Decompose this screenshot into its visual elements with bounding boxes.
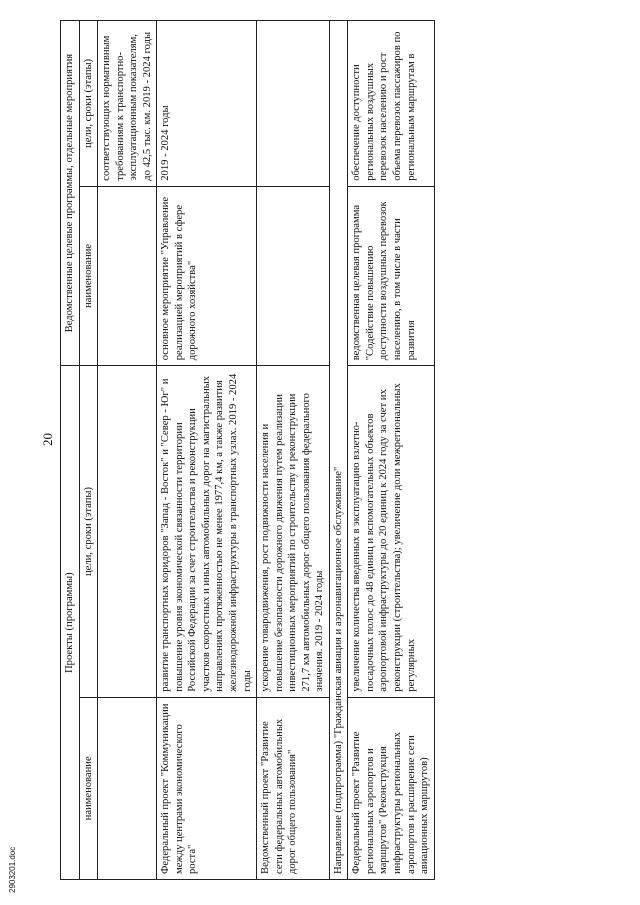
- program-name-cell: ведомственная целевая программа "Содействие повышению доступности воздушных перевозок населению, в том числе в части развития: [348, 186, 434, 366]
- project-name-cell: Федеральный проект "Развитие региональных аэропортов и маршрутов" (Реконструкция инфраструктуры региональных аэропортов и расширение сети авиационных маршрутов): [348, 697, 434, 879]
- page-number: 20: [40, 433, 55, 446]
- program-goals-cell: [257, 21, 330, 187]
- program-name-cell: основное мероприятие "Управление реализацией мероприятий в сфере дорожного хозяйства": [157, 186, 257, 366]
- programs-table: [60, 20, 435, 880]
- section-row: [329, 21, 348, 880]
- header-programs: Ведомственные целевые программы, отдельные мероприятия: [61, 21, 80, 366]
- header-row-top: [61, 21, 80, 880]
- header-goals-2: цели, сроки (этапы): [79, 21, 98, 187]
- table-row: [157, 21, 257, 880]
- program-name-cell: [257, 186, 330, 366]
- table-row: [348, 21, 434, 880]
- project-name-cell: Федеральный проект "Коммуникации между центрами экономического роста": [157, 697, 257, 879]
- program-goals-cell: соответствующих нормативным требованиям к транспортно-эксплуатационным показателям, до 42,5 тыс. км. 2019 - 2024 годы: [98, 21, 157, 187]
- project-goals-cell: [98, 366, 157, 697]
- header-row-sub: [79, 21, 98, 880]
- header-projects: Проекты (программы): [61, 366, 80, 880]
- header-name: наименование: [79, 697, 98, 879]
- project-name-cell: Ведомственный проект "Развитие сети федеральных автомобильных дорог общего пользования": [257, 697, 330, 879]
- file-code: 2903201.doc: [8, 846, 17, 893]
- rotated-table-wrapper: [60, 20, 640, 880]
- project-goals-cell: ускорение товародвижения, рост подвижности населения и повышение безопасности дорожного движения путем реализации инвестиционных мероприятий по строительству и реконструкции 271,7 км автомобильных дорог общего пользования федерального значения. 2019 - 2024 годы: [257, 366, 330, 697]
- program-goals-cell: обеспечение доступности региональных воздушных перевозок населению и рост объема перевозок пассажиров по региональным маршрутам в: [348, 21, 434, 187]
- program-name-cell: [98, 186, 157, 366]
- header-goals: цели, сроки (этапы): [79, 366, 98, 697]
- program-goals-cell: 2019 - 2024 годы: [157, 21, 257, 187]
- table-row: [98, 21, 157, 880]
- section-title: Направление (подпрограмма) "Гражданская авиация и аэронавигационное обслуживание": [329, 21, 348, 880]
- project-name-cell: [98, 697, 157, 879]
- project-goals-cell: увеличение количества введенных в эксплуатацию взлетно-посадочных полос до 48 единиц и вспомогательных объектов аэропортовой инфраструктуры до 20 единиц к 2024 году за счет их реконструкции (строительства); увеличение доли межрегиональных регулярных: [348, 366, 434, 697]
- project-goals-cell: развитие транспортных коридоров "Запад - Восток" и "Север - Юг" и повышение уровня экономической связанности территории Российской Федерации за счет строительства и реконструкции участков скоростных и иных автомобильных дорог на магистральных направлениях протяженностью не менее 1977,4 км, а также развития железнодорожной инфраструктуры в транспортных узлах. 2019 - 2024 годы: [157, 366, 257, 697]
- table-row: [257, 21, 330, 880]
- header-name-2: наименование: [79, 186, 98, 366]
